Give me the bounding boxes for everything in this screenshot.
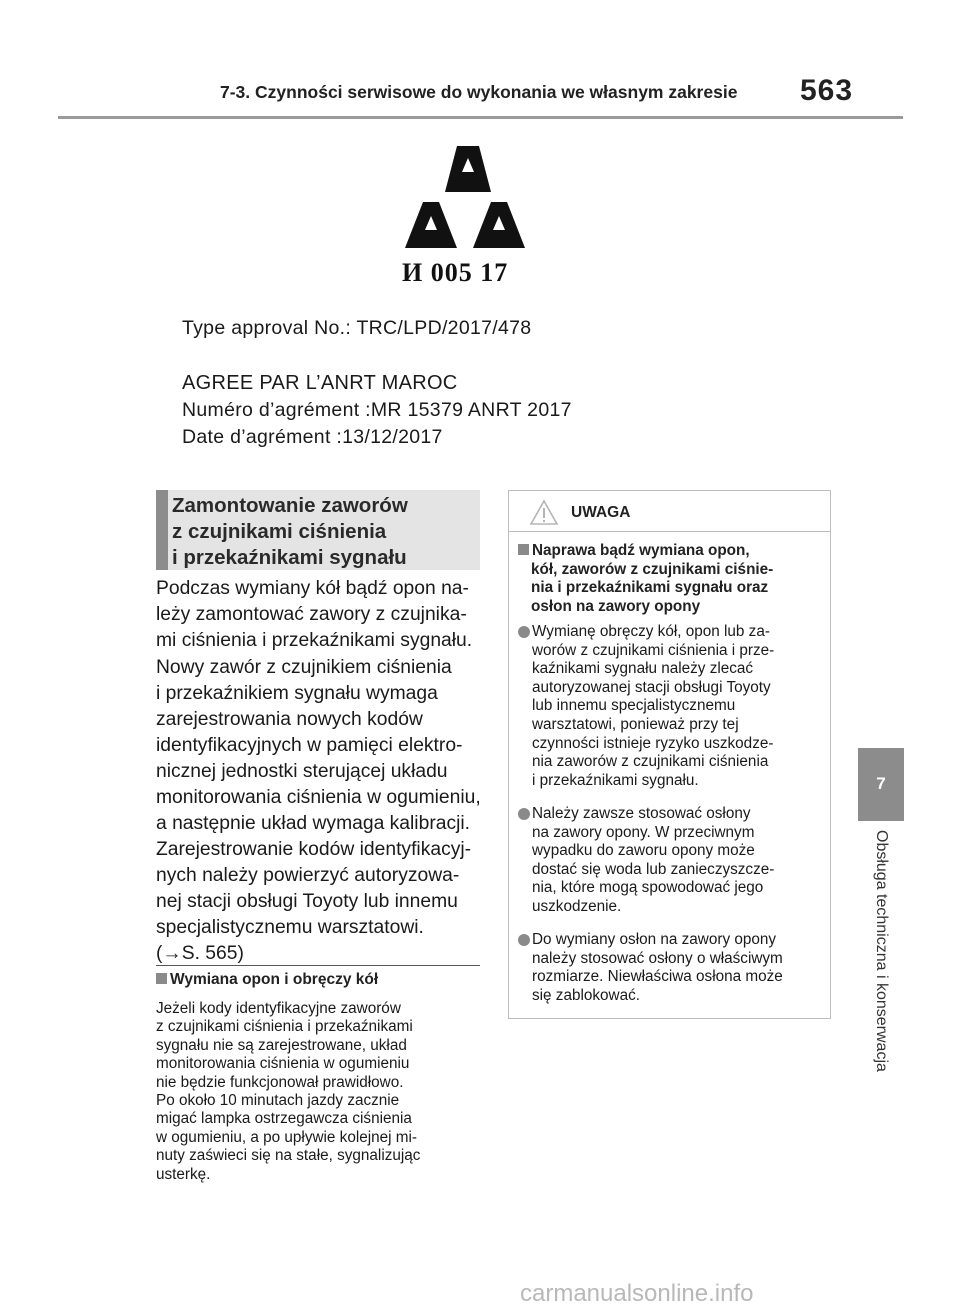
text-line: kaźnikami sygnału należy zlecać [532,660,754,678]
subsection-divider [156,965,480,966]
text-line: a następnie układ wymaga kalibracji. [156,813,471,834]
text-line: sygnału nie są zarejestrowane, układ [156,1036,407,1054]
text-line: nicznej jednostki sterującej układu [156,761,448,782]
warning-triangle-icon [529,499,559,526]
text-line: rozmiarze. Niewłaściwa osłona może [532,968,783,986]
section-title-line: z czujnikami ciśnienia [172,520,387,543]
warning-item [518,931,828,1005]
text-line: autoryzowanej stacji obsługi Toyoty [532,678,771,696]
subsection-body [156,1000,486,1184]
text-line: na zawory opony. W przeciwnym [532,823,755,841]
text-line: i przekaźnikiem sygnału wymaga [156,683,438,704]
text-line: lub innemu specjalistycznemu [532,697,736,715]
text-line: nuty zaświeci się na stałe, sygnalizując [156,1147,421,1165]
text-line: usterkę. [156,1165,211,1183]
bullet-dot-icon [518,934,530,946]
section-title-line: Zamontowanie zaworów [172,494,408,517]
text-line: nia, które mogą spowodować jego [532,879,764,897]
warning-box [508,490,831,1019]
text-line: i przekaźnikami sygnału. [532,771,699,789]
text-line: migać lampka ostrzegawcza ciśnienia [156,1110,412,1128]
approval-date-line: Date d’agrément :13/12/2017 [182,426,443,448]
text-line: monitorowania ciśnienia w ogumieniu, [156,787,481,808]
section-heading-box [156,490,480,570]
text-line: czynności istnieje ryzyko uszkodze- [532,734,774,752]
text-line: uszkodzenie. [532,897,622,915]
text-line: specjalistycznemu warsztatowi. [156,917,424,938]
watermark: carmanualsonline.info [520,1280,754,1307]
text-line: warsztatowi, ponieważ przy tej [532,715,739,733]
text-line: mi ciśnienia i przekaźnikami sygnału. [156,630,473,651]
logo-code: И 005 17 [402,258,509,287]
type-approval-line: Type approval No.: TRC/LPD/2017/478 [182,317,532,339]
text-line: z czujnikami ciśnienia i przekaźnikami [156,1018,413,1036]
warning-header [509,491,830,532]
text-line: Zarejestrowanie kodów identyfikacyj- [156,839,472,860]
subsection-title-text: Wymiana opon i obręczy kół [170,971,379,988]
heading-line: Naprawa bądź wymiana opon, [532,542,750,559]
text-line: Jeżeli kody identyfikacyjne zaworów [156,1000,401,1017]
chapter-side-label: Obsługa techniczna i konserwacja [873,830,890,1072]
paragraph-1 [156,576,486,654]
text-line: Należy zawsze stosować osłony [532,805,751,822]
text-line: nie będzie funkcjonował prawidłowo. [156,1073,404,1091]
warning-item [518,805,828,917]
chapter-title: 7-3. Czynności serwisowe do wykonania we własnym zakresie [220,82,738,102]
square-bullet-icon [518,544,529,555]
chapter-tab-number: 7 [876,774,886,793]
section-title-line: i przekaźnikami sygnału [172,546,407,569]
approval-number-line: Numéro d’agrément :MR 15379 ANRT 2017 [182,399,572,421]
text-line: się zablokować. [532,986,640,1004]
warning-item [518,623,828,790]
heading-line: kół, zaworów z czujnikami ciśnie- [531,560,774,578]
text-line: Podczas wymiany kół bądź opon na- [156,578,469,599]
text-line: leży zamontować zawory z czujnika- [156,604,467,625]
heading-line: nia i przekaźnikami sygnału oraz [531,579,769,597]
text-line: Po około 10 minutach jazdy zacznie [156,1092,400,1110]
text-line: Nowy zawór z czujnikiem ciśnienia [156,657,452,678]
text-line: worów z czujnikami ciśnienia i prze- [532,641,775,659]
text-line: dostać się woda lub zanieczyszcze- [532,860,775,878]
text-line: nych należy powierzyć autoryzowa- [156,865,460,886]
page-number: 563 [800,74,854,107]
text-line: wypadku do zaworu opony może [532,842,755,860]
paragraph-2 [156,655,486,967]
text-line: należy stosować osłony o właściwym [532,949,783,967]
square-bullet-icon [156,973,167,984]
text-line: nia zaworów z czujnikami ciśnienia [532,753,769,771]
bullet-dot-icon [518,626,530,638]
warning-label: UWAGA [571,504,631,521]
text-line: monitorowania ciśnienia w ogumieniu [156,1055,410,1073]
bullet-dot-icon [518,808,530,820]
text-line: Do wymiany osłon na zawory opony [532,931,777,948]
text-line: identyfikacyjnych w pamięci elektro- [156,735,463,756]
text-line: Wymianę obręczy kół, opon lub za- [532,623,770,640]
subsection-title [156,971,378,989]
page-reference-link[interactable]: (→S. 565) [156,943,244,964]
text-line: zarejestrowania nowych kodów [156,709,423,730]
agree-line: AGREE PAR L’ANRT MAROC [182,372,458,394]
text-line: nej stacji obsługi Toyoty lub innemu [156,891,458,912]
chapter-tab[interactable] [858,748,904,821]
heading-line: osłon na zawory opony [531,597,701,615]
header-divider [58,116,903,119]
warning-heading [518,542,823,616]
text-line: w ogumieniu, a po upływie kolejnej mi- [156,1128,418,1146]
